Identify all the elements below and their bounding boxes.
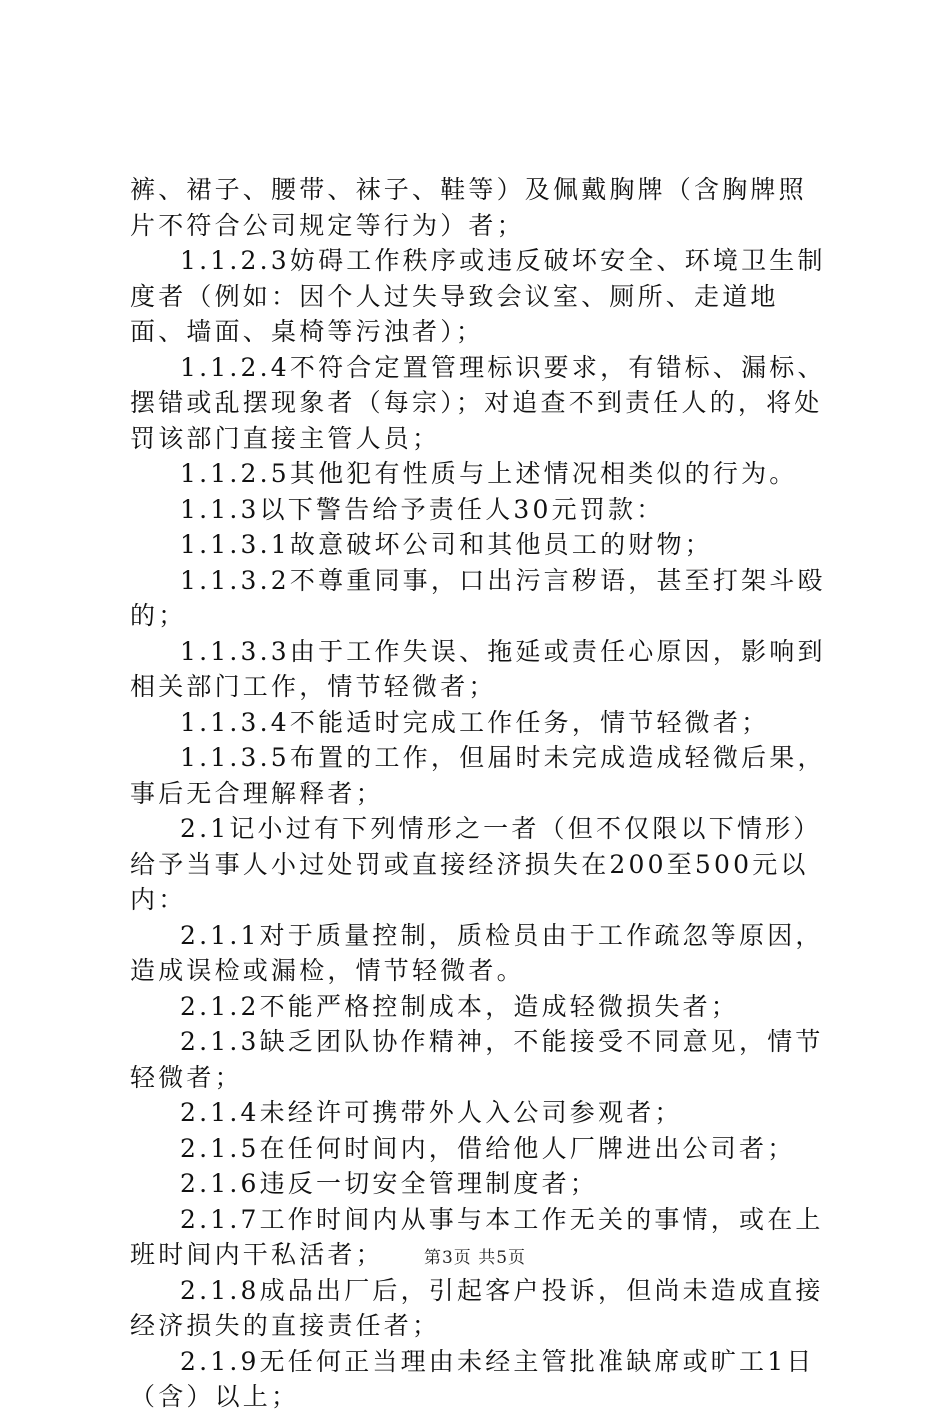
paragraph: 2.1.6违反一切安全管理制度者； — [180, 1169, 599, 1198]
paragraph: 1.1.2.4不符合定置管理标识要求，有错标、漏标、摆错或乱摆现象者（每宗）；对追查不到责任人的，将处罚该部门直接主管人员； — [130, 352, 826, 453]
document-body — [130, 172, 832, 1415]
page-number-footer: 第3页 共5页 — [423, 1248, 527, 1268]
paragraph: 1.1.3.3由于工作失误、拖延或责任心原因，影响到相关部门工作，情节轻微者； — [130, 636, 826, 701]
paragraph: 1.1.3.2不尊重同事，口出污言秽语，甚至打架斗殴的； — [130, 565, 826, 630]
paragraph: 2.1.1对于质量控制，质检员由于工作疏忽等原因，造成误检或漏检，情节轻微者。 — [130, 920, 824, 985]
paragraph: 1.1.2.3妨碍工作秩序或违反破坏安全、环境卫生制度者（例如：因个人过失导致会议室、厕所、走道地面、墙面、桌椅等污浊者）； — [130, 246, 826, 346]
paragraph: 2.1.5在任何时间内，借给他人厂牌进出公司者； — [180, 1133, 796, 1163]
paragraph: 1.1.2.5其他犯有性质与上述情况相类似的行为。 — [180, 459, 798, 488]
paragraph: 2.1.7工作时间内从事与本工作无关的事情，或在上班时间内干私活者； — [130, 1204, 824, 1269]
paragraph: 1.1.3以下警告给予责任人30元罚款： — [180, 494, 665, 524]
paragraph: 1.1.3.5布置的工作，但届时未完成造成轻微后果，事后无合理解释者； — [130, 743, 826, 808]
paragraph: 2.1记小过有下列情形之一者（但不仅限以下情形）给予当事人小过处罚或直接经济损失在200至500元以内： — [130, 814, 822, 914]
paragraph: 1.1.3.4不能适时完成工作任务，情节轻微者； — [180, 707, 770, 737]
paragraph: 2.1.2不能严格控制成本，造成轻微损失者； — [180, 991, 740, 1021]
paragraph: 2.1.3缺乏团队协作精神，不能接受不同意见，情节轻微者； — [130, 1027, 824, 1092]
paragraph: 1.1.3.1故意破坏公司和其他员工的财物； — [180, 530, 713, 559]
paragraph: 2.1.4未经许可携带外人入公司参观者； — [180, 1098, 683, 1127]
paragraph: 2.1.8成品出厂后，引起客户投诉，但尚未造成直接经济损失的直接责任者； — [130, 1275, 824, 1340]
paragraph: 2.1.9无任何正当理由未经主管批准缺席或旷工1日（含）以上； — [130, 1346, 815, 1411]
paragraph: 裤、裙子、腰带、袜子、鞋等）及佩戴胸牌（含胸牌照片不符合公司规定等行为）者； — [130, 175, 807, 240]
